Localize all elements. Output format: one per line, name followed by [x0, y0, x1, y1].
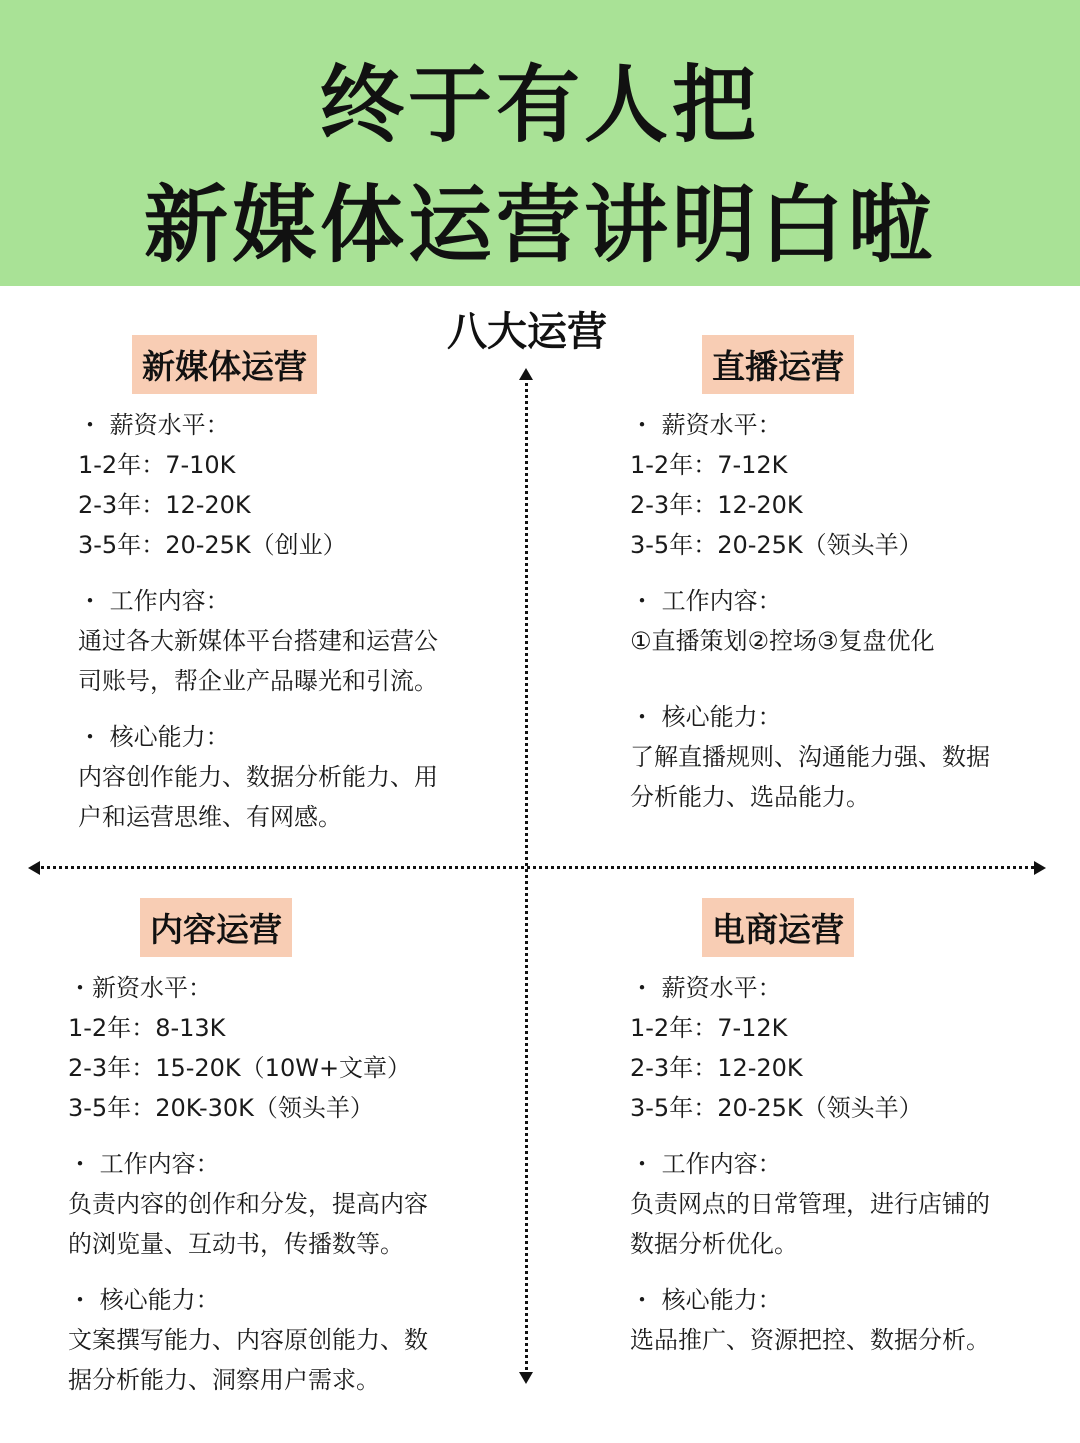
quadrant-body [68, 968, 428, 1400]
work-line: ①直播策划②控场③复盘优化 [630, 627, 935, 655]
salary-heading: ・ 薪资水平： [78, 411, 230, 439]
work-line: 的浏览量、互动书，传播数等。 [68, 1230, 404, 1258]
salary-heading: ・ 薪资水平： [630, 411, 782, 439]
skill-line: 选品推广、资源把控、数据分析。 [630, 1326, 990, 1354]
skill-heading: ・ 核心能力： [78, 723, 230, 751]
salary-heading: ・ 薪资水平： [630, 974, 782, 1002]
salary-heading: ・新资水平： [68, 974, 212, 1002]
header-title-line2: 新媒体运营讲明白啦 [143, 176, 936, 274]
salary-line: 2-3年：15-20K（10W+文章） [68, 1054, 412, 1082]
vertical-axis [525, 376, 528, 1376]
arrow-right-icon [1034, 861, 1046, 875]
quadrant-body [630, 968, 990, 1360]
skill-line: 内容创作能力、数据分析能力、用 [78, 763, 438, 791]
salary-line: 1-2年：7-10K [78, 451, 236, 479]
work-heading: ・ 工作内容： [630, 587, 782, 615]
salary-line: 2-3年：12-20K [630, 1054, 803, 1082]
skill-line: 户和运营思维、有网感。 [78, 803, 342, 831]
skill-line: 文案撰写能力、内容原创能力、数 [68, 1326, 428, 1354]
horizontal-axis [36, 866, 1040, 869]
salary-line: 1-2年：8-13K [68, 1014, 226, 1042]
work-heading: ・ 工作内容： [68, 1150, 220, 1178]
quadrant-title: 内容运营 [140, 898, 292, 957]
salary-line: 2-3年：12-20K [630, 491, 803, 519]
arrow-down-icon [519, 1372, 533, 1384]
quadrant-title: 直播运营 [702, 335, 854, 394]
work-line: 司账号，帮企业产品曝光和引流。 [78, 667, 438, 695]
quadrant-body [630, 405, 990, 817]
salary-line: 2-3年：12-20K [78, 491, 251, 519]
header-title-line1: 终于有人把 [319, 56, 760, 154]
salary-line: 3-5年：20-25K（领头羊） [630, 1094, 923, 1122]
arrow-up-icon [519, 368, 533, 380]
work-line: 通过各大新媒体平台搭建和运营公 [78, 627, 438, 655]
salary-line: 3-5年：20-25K（领头羊） [630, 531, 923, 559]
arrow-left-icon [28, 861, 40, 875]
skill-heading: ・ 核心能力： [630, 1286, 782, 1314]
skill-line: 了解直播规则、沟通能力强、数据 [630, 743, 990, 771]
skill-heading: ・ 核心能力： [68, 1286, 220, 1314]
salary-line: 3-5年：20K-30K（领头羊） [68, 1094, 374, 1122]
quadrant-title: 电商运营 [702, 898, 854, 957]
salary-line: 1-2年：7-12K [630, 1014, 788, 1042]
skill-line: 分析能力、选品能力。 [630, 783, 870, 811]
work-line: 负责网点的日常管理，进行店铺的 [630, 1190, 990, 1218]
skill-heading: ・ 核心能力： [630, 703, 782, 731]
salary-line: 3-5年：20-25K（创业） [78, 531, 347, 559]
header-banner [0, 0, 1080, 286]
quadrant-body [78, 405, 438, 837]
work-line: 数据分析优化。 [630, 1230, 798, 1258]
quadrant-title: 新媒体运营 [132, 335, 317, 394]
center-title: 八大运营 [447, 309, 607, 355]
skill-line: 据分析能力、洞察用户需求。 [68, 1366, 380, 1394]
work-heading: ・ 工作内容： [78, 587, 230, 615]
work-heading: ・ 工作内容： [630, 1150, 782, 1178]
salary-line: 1-2年：7-12K [630, 451, 788, 479]
work-line: 负责内容的创作和分发，提高内容 [68, 1190, 428, 1218]
